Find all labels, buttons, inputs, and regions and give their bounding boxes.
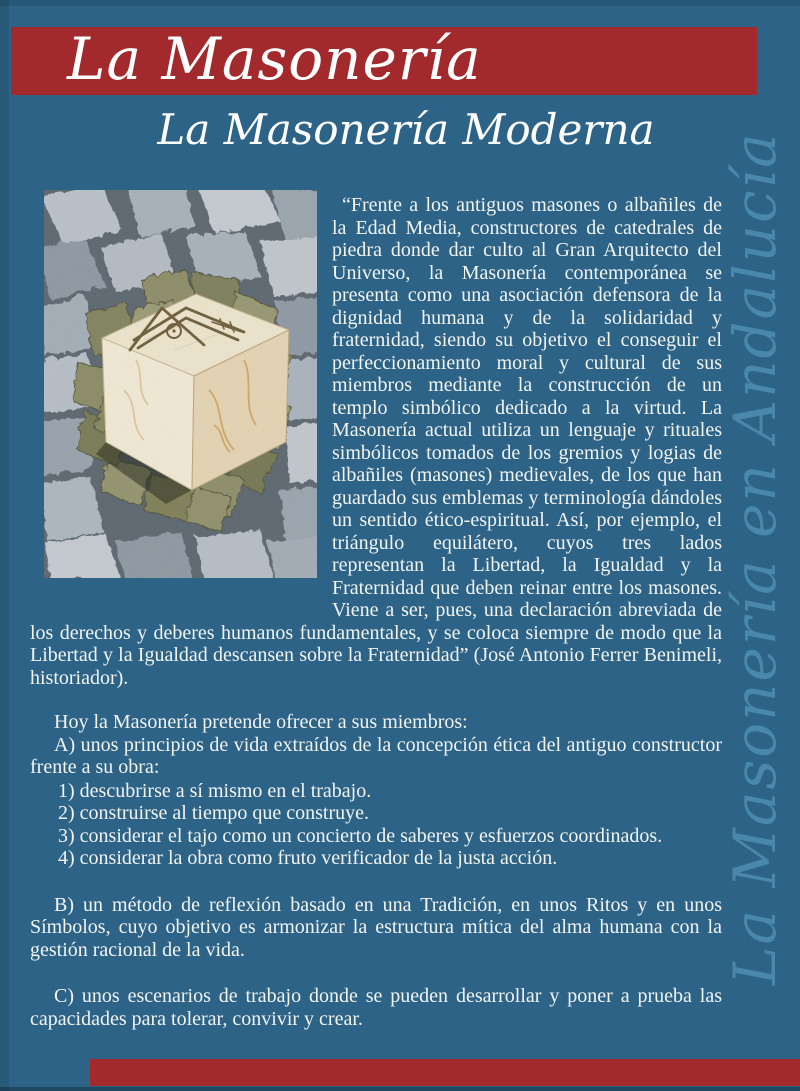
title-banner [11,27,757,95]
page-edge-bottom [0,1087,800,1091]
list-item: 4) considerar la obra como fruto verificador de la justa acción. [58,847,558,869]
page-edge-top [0,0,800,6]
quote-paragraph: “Frente a los antiguos masones o albañiles de la Edad Media, constructores de catedrales de piedra donde dar culto al Gran Arquitecto del Universo, la Masonería contemporánea se presenta como una asociación defensora de la dignidad humana y de la solidaridad y fraternidad, siendo su objetivo el conseguir el perfeccionamiento moral y cultural de sus miembros mediante la construcción de un templo simbólico dedicado a la virtud. La Masonería actual utiliza un lenguaje y rituales simbólicos tomados de los gremios y logias de albañiles (masones) medievales, de los que han guardado sus emblemas y terminología dándoles un sentido ético-espiritual. Así, por ejemplo, el triángulo equilátero, cuyos tres lados representan la Libertad, la Igualdad y la Fraternidad que deben reinar entre los masones. Viene a ser, pues, una declaración abreviada de los derechos y deberes humanos fundamentales, y se coloca siempre de modo que la Libertad y la Igualdad descansen sobre la Fraternidad” (José Antonio Ferrer Benimeli, historiador). [30,194,722,689]
list-item: 3) considerar el tajo como un concierto de saberes y esfuerzos coordinados. [58,824,663,847]
intro-line: Hoy la Masonería pretende ofrecer a sus miembros: [54,711,468,733]
vertical-watermark-text: La Masonería en Andalucía [721,131,789,985]
page-edge-left [0,0,9,1091]
point-b-paragraph: B) un método de reflexión basado en una Tradición, en unos Ritos y en unos Símbolos, cuyo objetivo es armonizar la estructura mítica del alma humana con la gestión racional de la vida. [30,893,722,961]
page-subtitle: La Masonería Moderna [157,105,655,154]
list-item: 2) construirse al tiempo que construye. [58,802,370,824]
point-c-paragraph: C) unos escenarios de trabajo donde se pueden desarrollar y poner a prueba las capacidades para tolerar, convivir y crear. [30,985,722,1030]
page-title: La Masonería [67,25,482,93]
list-item: 1) descubrirse a sí mismo en el trabajo. [58,779,372,802]
photo-grain-overlay [44,190,317,578]
main-content [30,190,722,1030]
masonic-cube-photo [44,190,317,578]
bottom-accent-bar [90,1059,800,1086]
point-a-paragraph: A) unos principios de vida extraídos de la concepción ética del antiguo constructor frente a su obra: [30,733,722,778]
principles-list [30,780,722,870]
